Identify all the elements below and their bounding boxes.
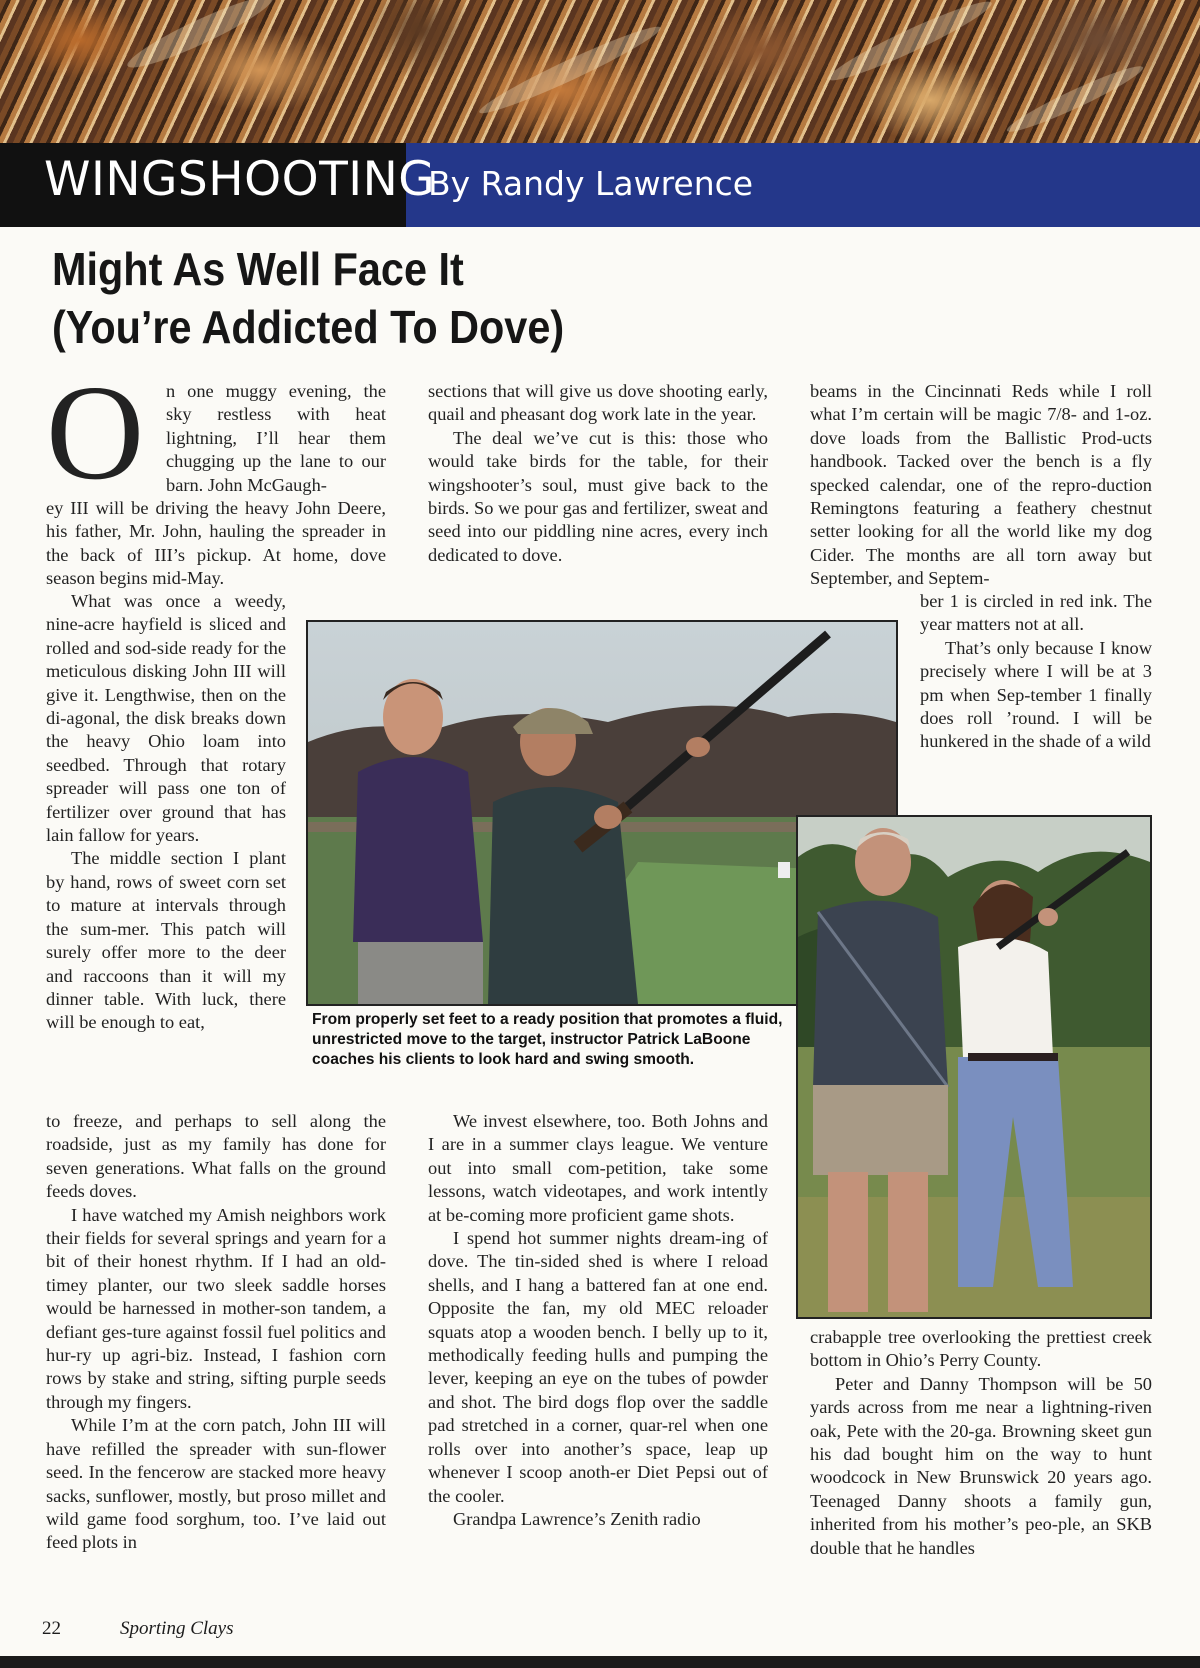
col1-intro-block: [166, 380, 386, 497]
byline: By Randy Lawrence: [428, 164, 754, 203]
paragraph: While I’m at the corn patch, John III will have refilled the spreader with sun-flower seed. In the fencerow are stacked more heavy sacks, sunflower, mostly, but proso millet and wild game food sorghum, too. I’ve laid out feed plots in: [46, 1415, 386, 1553]
photo-caption: From properly set feet to a ready position that promotes a fluid, unrestricted move to the target, instructor Patrick LaBoone coaches his clients to look hard and swing smooth.: [312, 1011, 783, 1068]
paragraph: The deal we’ve cut is this: those who would take birds for the table, for their wingshooter’s soul, must give back to the birds. So we pour gas and fertilizer, sweat and seed into our piddling nine acres, every inch dedicated to dove.: [428, 427, 768, 565]
col2-lower-block: [428, 1110, 768, 1531]
col3-lower-block: [810, 1326, 1152, 1560]
photo-shooter-mounting-gun-image: [798, 817, 1150, 1317]
col3-wrap-block: [920, 590, 1152, 754]
paragraph: I have watched my Amish neighbors work their fields for several springs and yearn for a bit of their honest rhythm. If I had an old-timey planter, our two sleek saddle horses would be harnessed in mother-son tandem, a defiant ges-ture against fossil fuel politics and hur-ry up agri-biz. Instead, I fashion corn rows by stake and string, sifting purple seeds through my fingers.: [46, 1204, 386, 1412]
headline-line-1: Might As Well Face It: [52, 243, 464, 295]
col1-lower-block: [46, 1110, 386, 1555]
paragraph: The middle section I plant by hand, rows of sweet corn set to mature at intervals through the sum-mer. This patch will surely offer more to the deer and raccoons than it will my dinner table. With luck, there will be enough to eat,: [46, 848, 286, 1033]
col2-upper-block: [428, 380, 768, 567]
paragraph: I spend hot summer nights dream-ing of dove. The tin-sided shed is where I reload shells, and I hang a battered fan at one end. Opposite the fan, my old MEC reloader squats atop a wooden bench. I belly up to it, methodically feeding hulls and pumping the lever, keeping an eye on the tubes of powder and shot. The bird dogs flop over the saddle pad stretched in a corner, quar-rel when one rolls over into another’s space, leap up whenever I scoop anoth-er Diet Pepsi out of the cooler.: [428, 1228, 768, 1506]
page-number: 22: [42, 1618, 61, 1639]
paragraph: ey III will be driving the heavy John Deere, his father, Mr. John, hauling the spreader in the back of III’s pickup. At home, dove season begins mid-May.: [46, 498, 386, 589]
paragraph: n one muggy evening, the sky restless with heat lightning, I’ll hear them chugging up the lane to our barn. John McGaugh-: [166, 381, 386, 495]
col1-wrap-block: [46, 590, 286, 1035]
col1-intro-cont-block: [46, 497, 386, 591]
paragraph: ber 1 is circled in red ink. The year matters not at all.: [920, 591, 1152, 635]
headline: [52, 240, 564, 356]
paragraph: That’s only because I know precisely where I will be at 3 pm when Sep-tember 1 finally does roll ’round. I will be hunkered in the shade of a wild: [920, 637, 1152, 752]
paragraph: beams in the Cincinnati Reds while I roll what I’m certain will be magic 7/8- and 1-oz. dove loads from the Ballistic Prod-ucts handbook. Tacked over the bench is a fly specked calendar, one of the repro-duction Remingtons featuring a feathery chestnut setter looking for all the world like my dog Cider. The months are all torn away but September, and Septem-: [810, 381, 1152, 589]
section-title: WINGSHOOTING: [44, 152, 436, 207]
bottom-rule: [0, 1656, 1200, 1668]
headline-line-2: (You’re Addicted To Dove): [52, 301, 565, 353]
paragraph: We invest elsewhere, too. Both Johns and I are in a summer clays league. We venture out into small com-petition, take some lessons, watch videotapes, and work intently at be-coming more proficient game shots.: [428, 1111, 768, 1225]
drop-cap: O: [46, 358, 145, 508]
col3-upper-block: [810, 380, 1152, 591]
paragraph: to freeze, and perhaps to sell along the roadside, just as my family has done for seven generations. What falls on the ground feeds doves.: [46, 1111, 386, 1202]
magazine-name: Sporting Clays: [120, 1618, 234, 1639]
paragraph: Peter and Danny Thompson will be 50 yards across from me near a lightning-riven oak, Pete with the 20-ga. Browning skeet gun his dad bought him on the way to hunt woodcock in New Brunswick 20 years ago. Teenaged Danny shoots a family gun, inherited from his mother’s peo-ple, an SKB double that he handles: [810, 1373, 1152, 1558]
paragraph: What was once a weedy, nine-acre hayfield is sliced and rolled and sod-side ready for the meticulous disking John III will give it. Lengthwise, then on the di-agonal, the disk breaks down the heavy Ohio loam into seedbed. Through that rotary spreader will pass one ton of fertilizer over ground that has lain fallow for years.: [46, 591, 286, 846]
paragraph: Grandpa Lawrence’s Zenith radio: [453, 1508, 701, 1529]
feather-banner-image: [0, 0, 1200, 143]
paragraph: sections that will give us dove shooting early, quail and pheasant dog work late in the year.: [428, 381, 768, 425]
photo-shooter-mounting-gun: [796, 815, 1152, 1319]
paragraph: crabapple tree overlooking the prettiest creek bottom in Ohio’s Perry County.: [810, 1327, 1152, 1371]
